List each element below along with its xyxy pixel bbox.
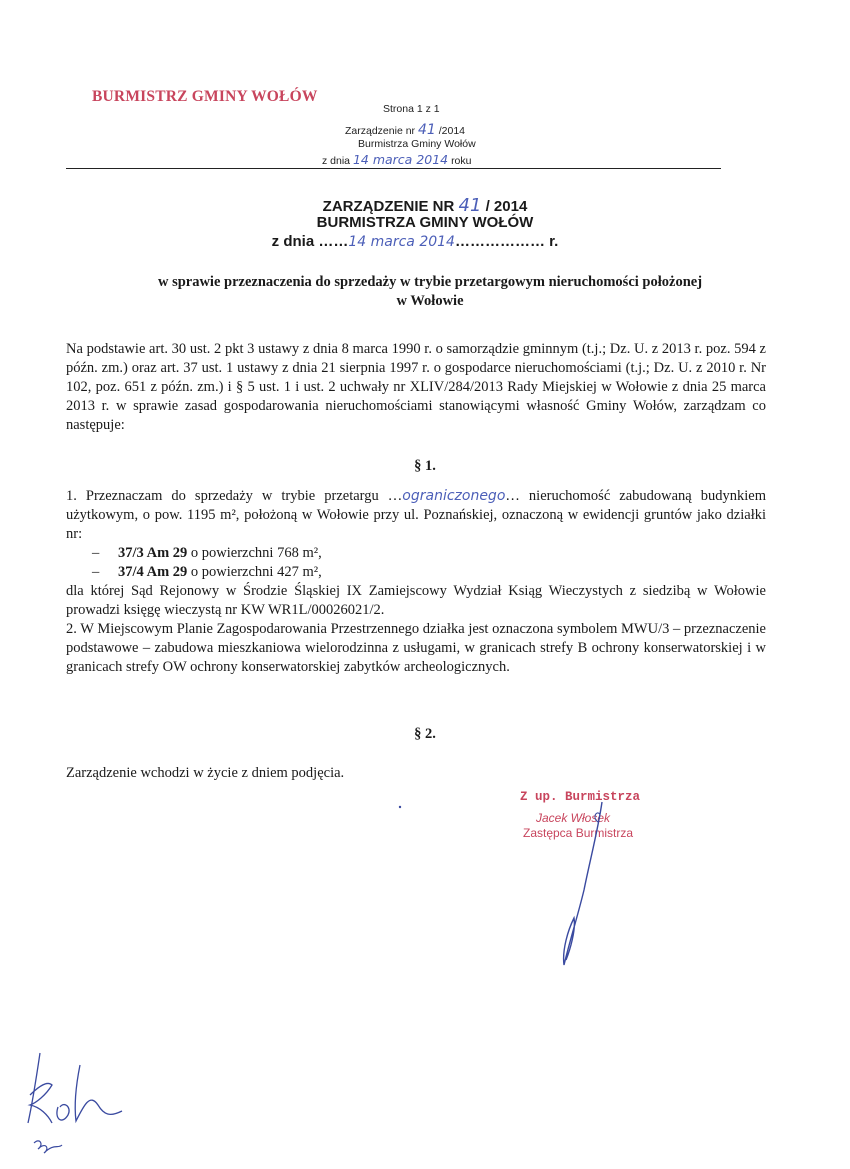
subject-line2: w Wołowie [396, 293, 464, 309]
section2-text: Zarządzenie wchodzi w życie z dniem podjęcia. [66, 765, 345, 781]
document-title-date [0, 233, 840, 250]
header-date-handwritten: 14 marca 2014 [352, 152, 449, 167]
plot-list-dash: – [92, 564, 100, 580]
section1-heading: § 1. [414, 458, 436, 474]
title-suffix: / 2014 [485, 198, 528, 215]
title-date-dots-right: ……………… [454, 233, 545, 250]
section1-point1-dots-right: … [505, 488, 520, 504]
document-title-line1 [0, 195, 850, 216]
signature-stamp-line: Z up. Burmistrza [520, 790, 641, 804]
plot-area: o powierzchni 768 m², [190, 545, 322, 561]
header-decree-number-handwritten: 41 [417, 122, 436, 138]
land-register-text: dla której Sąd Rejonowy w Środzie Śląskiej IX Zamiejscowy Wydział Ksiąg Wieczystych z siedzibą w Wołowie prowadzi księgę wieczystą nr KW WR1L/00026021/2. [66, 583, 766, 618]
tender-type-handwritten: ograniczonego [402, 488, 506, 504]
plot-list-item [66, 563, 766, 582]
header-date-prefix: z dnia [322, 155, 351, 167]
title-date-prefix: z dnia [271, 233, 315, 250]
header-divider [66, 168, 721, 169]
preamble-paragraph: Na podstawie art. 30 ust. 2 pkt 3 ustawy z dnia 8 marca 1990 r. o samorządzie gminnym (t.j.; Dz. U. z 2013 r. poz. 594 z późn. zm.) oraz art. 37 ust. 1 ustawy z dnia 21 sierpnia 1997 r. o gospodarce nieruchomościami (t.j.; Dz. U. z 2010 r. Nr 102, poz. 651 z późn. zm.) i § 5 ust. 1 i ust. 2 uchwały nr XLIV/284/2013 Rady Miejskiej w Wołowie z dnia 25 marca 2013 r. w sprawie zasad gospodarowania nieruchomościami stanowiącymi własność Gminy Wołów, zarządzam co następuje: [66, 341, 766, 433]
header-decree-line [345, 122, 465, 138]
header-date-line [322, 152, 472, 167]
handwritten-signature [540, 800, 620, 970]
title-date-suffix: r. [549, 233, 559, 250]
issuer-stamp-header: BURMISTRZ GMINY WOŁÓW [92, 88, 318, 105]
section1-point2: 2. W Miejscowym Planie Zagospodarowania Przestrzennego działka jest oznaczona symbolem MWU/3 – przeznaczenie podstawowe – zabudowa mieszkaniowa wielorodzinna z usługami, w granicach strefy B ochrony konserwatorskiej i w granicach strefy OW ochrony konserwatorskiej zabytków archeologicznych. [66, 621, 766, 675]
title-date-handwritten: 14 marca 2014 [348, 234, 455, 250]
subject-line1: w sprawie przeznaczenia do sprzedaży w trybie przetargowym nieruchomości położonej [157, 274, 703, 290]
section1-point1 [66, 487, 766, 677]
plot-area: o powierzchni 427 m², [190, 564, 322, 580]
plot-number: 37/3 Am 29 [118, 545, 188, 561]
page-indicator: Strona 1 z 1 [383, 103, 440, 115]
plot-number: 37/4 Am 29 [118, 564, 188, 580]
signatory-name: Jacek Włosek [536, 811, 611, 825]
plot-list-dash: – [92, 545, 100, 561]
header-issuer: Burmistrza Gminy Wołów [358, 138, 476, 150]
header-date-suffix: roku [451, 155, 472, 167]
handwritten-initials [18, 1045, 138, 1160]
title-number-handwritten: 41 [458, 195, 482, 216]
section1-point1-dots-left: … [387, 488, 403, 504]
signatory-role: Zastępca Burmistrza [523, 826, 634, 840]
plot-list-item [66, 544, 766, 563]
title-prefix: ZARZĄDZENIE NR [322, 198, 455, 215]
header-decree-prefix: Zarządzenie nr [345, 125, 416, 137]
title-date-dots-left: …… [318, 233, 349, 250]
stray-ink-dot [398, 805, 404, 811]
section1-point1-rest: nieruchomość zabudowaną budynkiem użytkowym, o pow. 1195 m², położoną w Wołowie przy ul. Poznańskiej, oznaczoną w ewidencji gruntów jako działki nr: [66, 488, 767, 542]
section2-heading: § 2. [414, 726, 436, 742]
section1-point1-prefix: 1. Przeznaczam do sprzedaży w trybie przetargu [66, 488, 379, 504]
header-decree-suffix: /2014 [438, 125, 465, 137]
document-title-line2: BURMISTRZA GMINY WOŁÓW [316, 214, 534, 231]
